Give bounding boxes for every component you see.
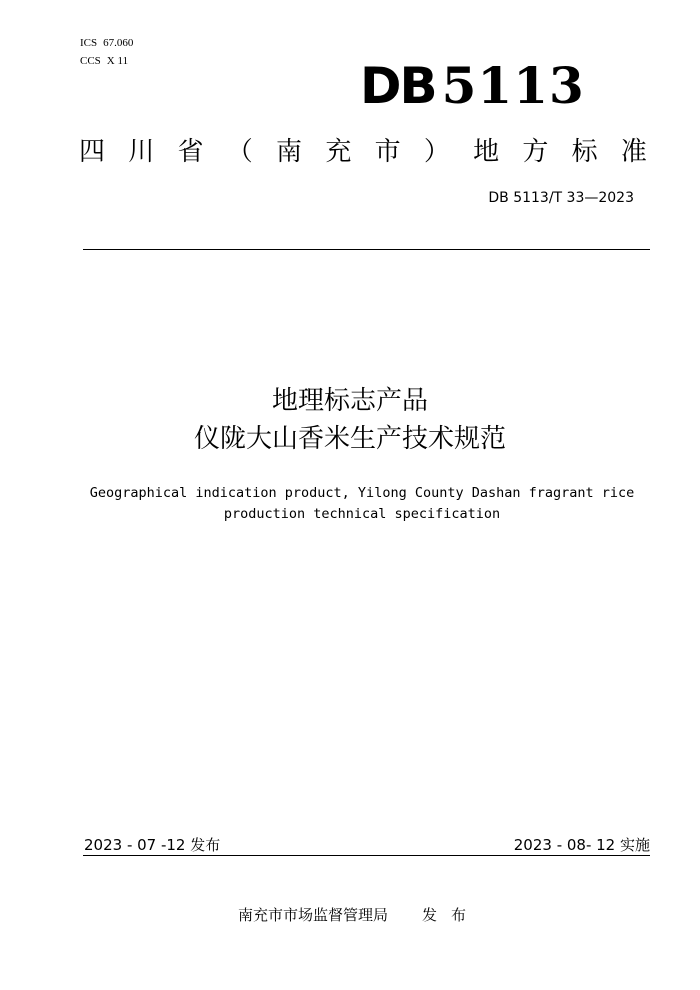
- db-logo-prefix: DB: [360, 57, 436, 115]
- title-en: [70, 483, 654, 525]
- issuer: [238, 904, 480, 925]
- db-logo: [360, 56, 610, 116]
- standard-type-char: 川: [128, 137, 155, 167]
- ccs-row: [80, 52, 133, 70]
- standard-type-char: 地: [473, 137, 500, 167]
- implement-date: 2023 - 08- 12 实施: [513, 836, 650, 854]
- ccs-label: CCS: [80, 55, 101, 67]
- publish-date: 2023 - 07 -12 发布: [84, 836, 221, 854]
- bottom-divider: [83, 855, 650, 856]
- standard-type-char: 南: [276, 137, 303, 167]
- standard-type-char: ）: [423, 137, 450, 167]
- standard-type-char: 准: [620, 137, 647, 167]
- classification-block: [80, 34, 133, 70]
- ics-code: 67.060: [103, 37, 134, 49]
- db-logo-number: 5113: [441, 56, 585, 115]
- title-en-line2: production technical specification: [223, 506, 501, 522]
- standard-type-char: （: [226, 137, 253, 167]
- issuer-action: 发布: [422, 906, 481, 924]
- title-cn-line1: 地理标志产品: [271, 386, 428, 416]
- issuer-name: 南充市市场监督管理局: [238, 906, 389, 924]
- title-en-line1: Geographical indication product, Yilong County Dashan fragrant rice: [89, 485, 635, 501]
- ics-label: ICS: [80, 37, 98, 49]
- ics-row: [80, 34, 133, 52]
- standard-type-char: 市: [374, 137, 401, 167]
- standard-type-char: 方: [522, 137, 549, 167]
- ccs-code: X 11: [106, 55, 129, 67]
- standard-type-char: 省: [177, 137, 204, 167]
- title-cn: [0, 382, 700, 458]
- standard-number: DB 5113/T 33—2023: [488, 190, 634, 206]
- standard-type-heading: [78, 134, 648, 170]
- standard-type-char: 四: [78, 137, 105, 167]
- title-cn-line2: 仪陇大山香米生产技术规范: [193, 424, 506, 454]
- top-divider: [83, 249, 650, 250]
- standard-type-char: 标: [571, 137, 598, 167]
- standard-type-char: 充: [325, 137, 352, 167]
